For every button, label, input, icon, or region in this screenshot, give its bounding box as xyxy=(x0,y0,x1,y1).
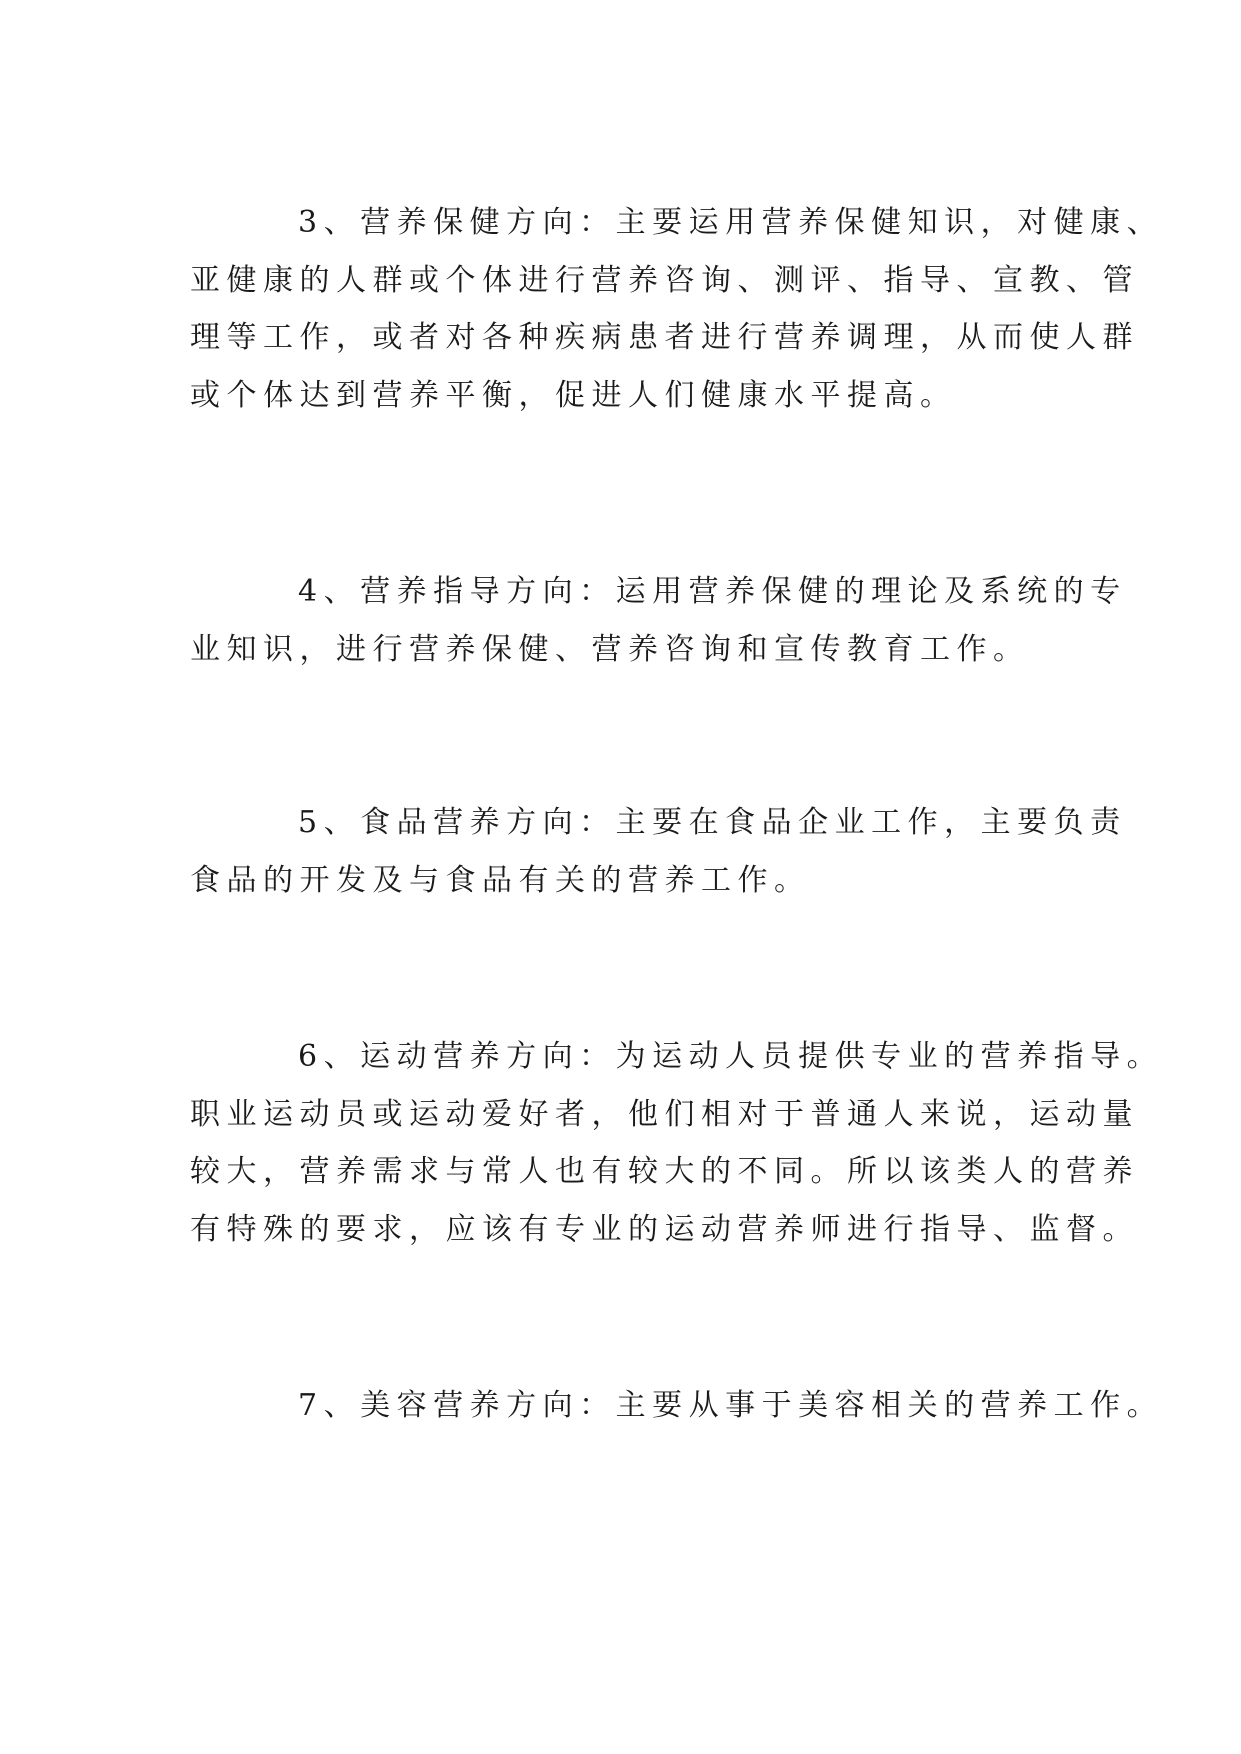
paragraph-nutrition-guidance xyxy=(190,563,1127,678)
paragraph-nutrition-health-care xyxy=(190,194,1164,424)
paragraph-line: 4、营养指导方向：运用营养保健的理论及系统的专 xyxy=(298,574,1127,609)
paragraph-line: 理等工作，或者对各种疾病患者进行营养调理，从而使人群 xyxy=(190,320,1139,355)
paragraph-line: 亚健康的人群或个体进行营养咨询、测评、指导、宣教、管 xyxy=(190,262,1139,298)
paragraph-line: 3、营养保健方向：主要运用营养保健知识，对健康、 xyxy=(298,205,1164,240)
paragraph-line: 有特殊的要求，应该有专业的运动营养师进行指导、监督。 xyxy=(190,1211,1139,1247)
paragraph-line: 职业运动员或运动爱好者，他们相对于普通人来说，运动量 xyxy=(190,1096,1139,1132)
paragraph-sports-nutrition xyxy=(190,1028,1164,1258)
paragraph-food-nutrition xyxy=(190,794,1127,909)
paragraph-line: 5、食品营养方向：主要在食品企业工作，主要负责 xyxy=(298,805,1127,840)
paragraph-line: 7、美容营养方向：主要从事于美容相关的营养工作。 xyxy=(298,1388,1164,1423)
paragraph-line: 较大，营养需求与常人也有较大的不同。所以该类人的营养 xyxy=(190,1154,1139,1189)
paragraph-line: 业知识，进行营养保健、营养咨询和宣传教育工作。 xyxy=(190,631,1030,667)
paragraph-line: 食品的开发及与食品有关的营养工作。 xyxy=(190,862,811,898)
paragraph-beauty-nutrition xyxy=(190,1377,1164,1435)
paragraph-line: 或个体达到营养平衡，促进人们健康水平提高。 xyxy=(190,377,957,413)
paragraph-line: 6、运动营养方向：为运动人员提供专业的营养指导。 xyxy=(298,1039,1164,1074)
